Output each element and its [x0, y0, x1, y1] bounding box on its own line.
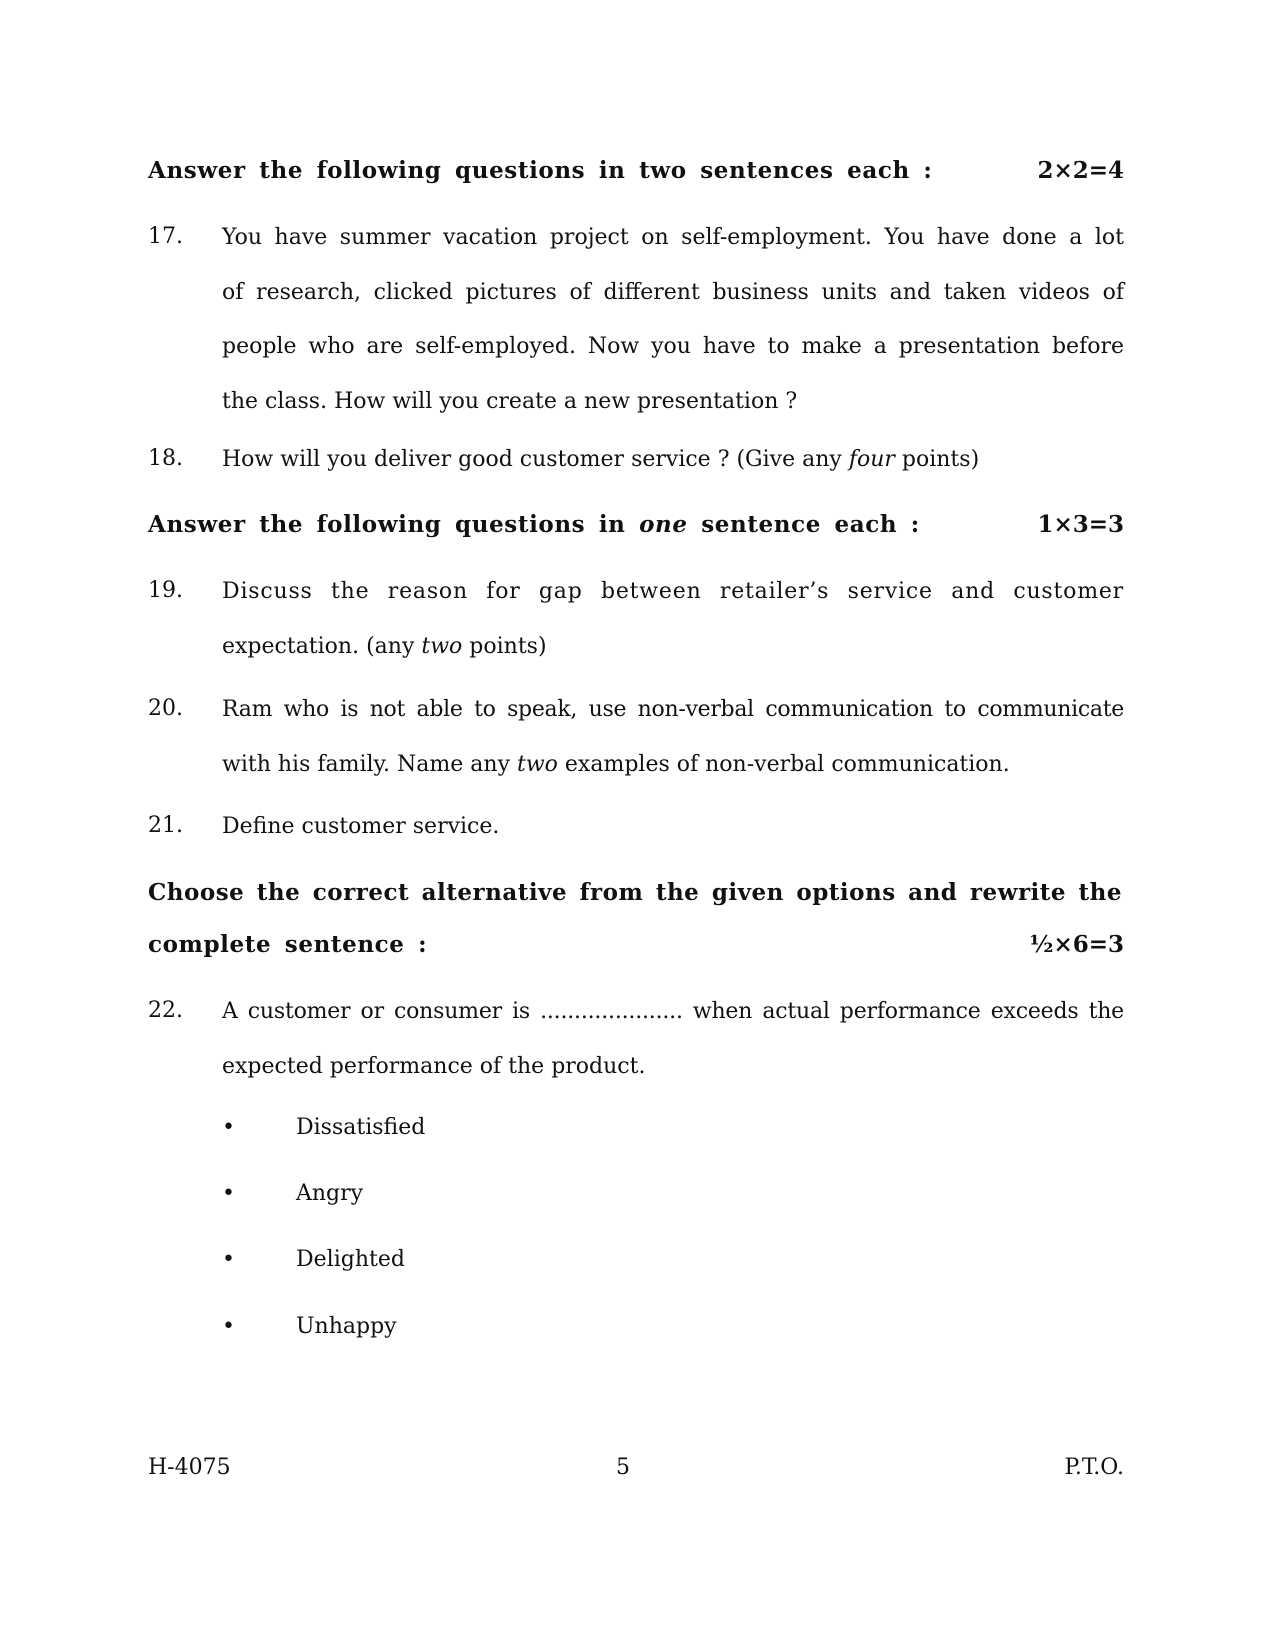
option-label: Angry: [296, 1181, 364, 1206]
section-marks: 1×3=3: [1037, 511, 1124, 538]
option-label: Delighted: [296, 1247, 405, 1272]
question-line: You have summer vacation project on self-employment. You have done a lot: [222, 225, 1124, 250]
bullet-icon: •: [222, 1115, 235, 1140]
section-heading-choose-alternative: [148, 879, 1124, 906]
question-text: points): [894, 447, 980, 472]
question-17-text: [222, 211, 1124, 429]
question-number: 19.: [148, 578, 183, 603]
question-18-text: [222, 433, 1124, 488]
option-item: [222, 1247, 405, 1272]
section-heading-choose-alternative-line2: [148, 931, 1124, 958]
option-label: Unhappy: [296, 1314, 397, 1339]
bullet-icon: •: [222, 1181, 235, 1206]
section-marks: 2×2=4: [1037, 157, 1124, 184]
question-22-text: [222, 985, 1124, 1094]
question-line: of research, clicked pictures of different business units and taken videos of: [222, 279, 1124, 305]
page-number: 5: [616, 1455, 630, 1480]
option-item: [222, 1314, 397, 1339]
section-heading-text: Answer the following questions in: [148, 511, 640, 538]
question-number: 20.: [148, 696, 183, 721]
question-line: Discuss the reason for gap between retailer’s service and customer: [222, 579, 1124, 604]
option-item: [222, 1181, 363, 1206]
section-heading-one-sentence: [148, 511, 1124, 538]
section-heading-text: Answer the following questions in two sentences each :: [148, 157, 933, 184]
question-21-text: [222, 800, 1124, 855]
question-emphasis: two: [517, 751, 558, 777]
option-item: [222, 1115, 425, 1140]
section-heading-text: complete sentence :: [148, 931, 428, 958]
question-line: expected performance of the product.: [222, 1053, 646, 1079]
question-text: with his family. Name any: [222, 751, 517, 777]
bullet-icon: •: [222, 1247, 235, 1272]
question-number: 22.: [148, 998, 183, 1023]
bullet-icon: •: [222, 1314, 235, 1339]
question-text: expectation. (any: [222, 633, 422, 659]
section-marks: ½×6=3: [1029, 931, 1124, 958]
question-20-text: [222, 683, 1124, 792]
question-text: examples of non-verbal communication.: [557, 751, 1010, 777]
question-number: 17.: [148, 224, 183, 249]
question-19-text: [222, 565, 1124, 674]
question-line: Define customer service.: [222, 814, 500, 839]
question-text: How will you deliver good customer service ? (Give any: [222, 447, 849, 472]
question-emphasis: four: [848, 447, 895, 472]
section-heading-emphasis: one: [639, 511, 688, 538]
please-turn-over: P.T.O.: [1064, 1455, 1124, 1480]
question-emphasis: two: [421, 633, 463, 659]
question-number: 21.: [148, 813, 183, 838]
option-label: Dissatisfied: [296, 1115, 426, 1140]
paper-code: H-4075: [148, 1455, 231, 1480]
question-line: the class. How will you create a new presentation ?: [222, 388, 798, 414]
question-line: people who are self-employed. Now you have to make a presentation before: [222, 334, 1124, 359]
section-heading-text: Choose the correct alternative from the given options and rewrite the: [148, 879, 1123, 906]
question-line: A customer or consumer is ..................... when actual performance exceeds the: [222, 999, 1124, 1024]
question-line: Ram who is not able to speak, use non-verbal communication to communicate: [222, 697, 1124, 722]
section-heading-two-sentences: [148, 157, 1124, 184]
question-number: 18.: [148, 446, 183, 471]
section-heading-text: sentence each :: [687, 511, 920, 538]
question-text: points): [462, 633, 547, 659]
